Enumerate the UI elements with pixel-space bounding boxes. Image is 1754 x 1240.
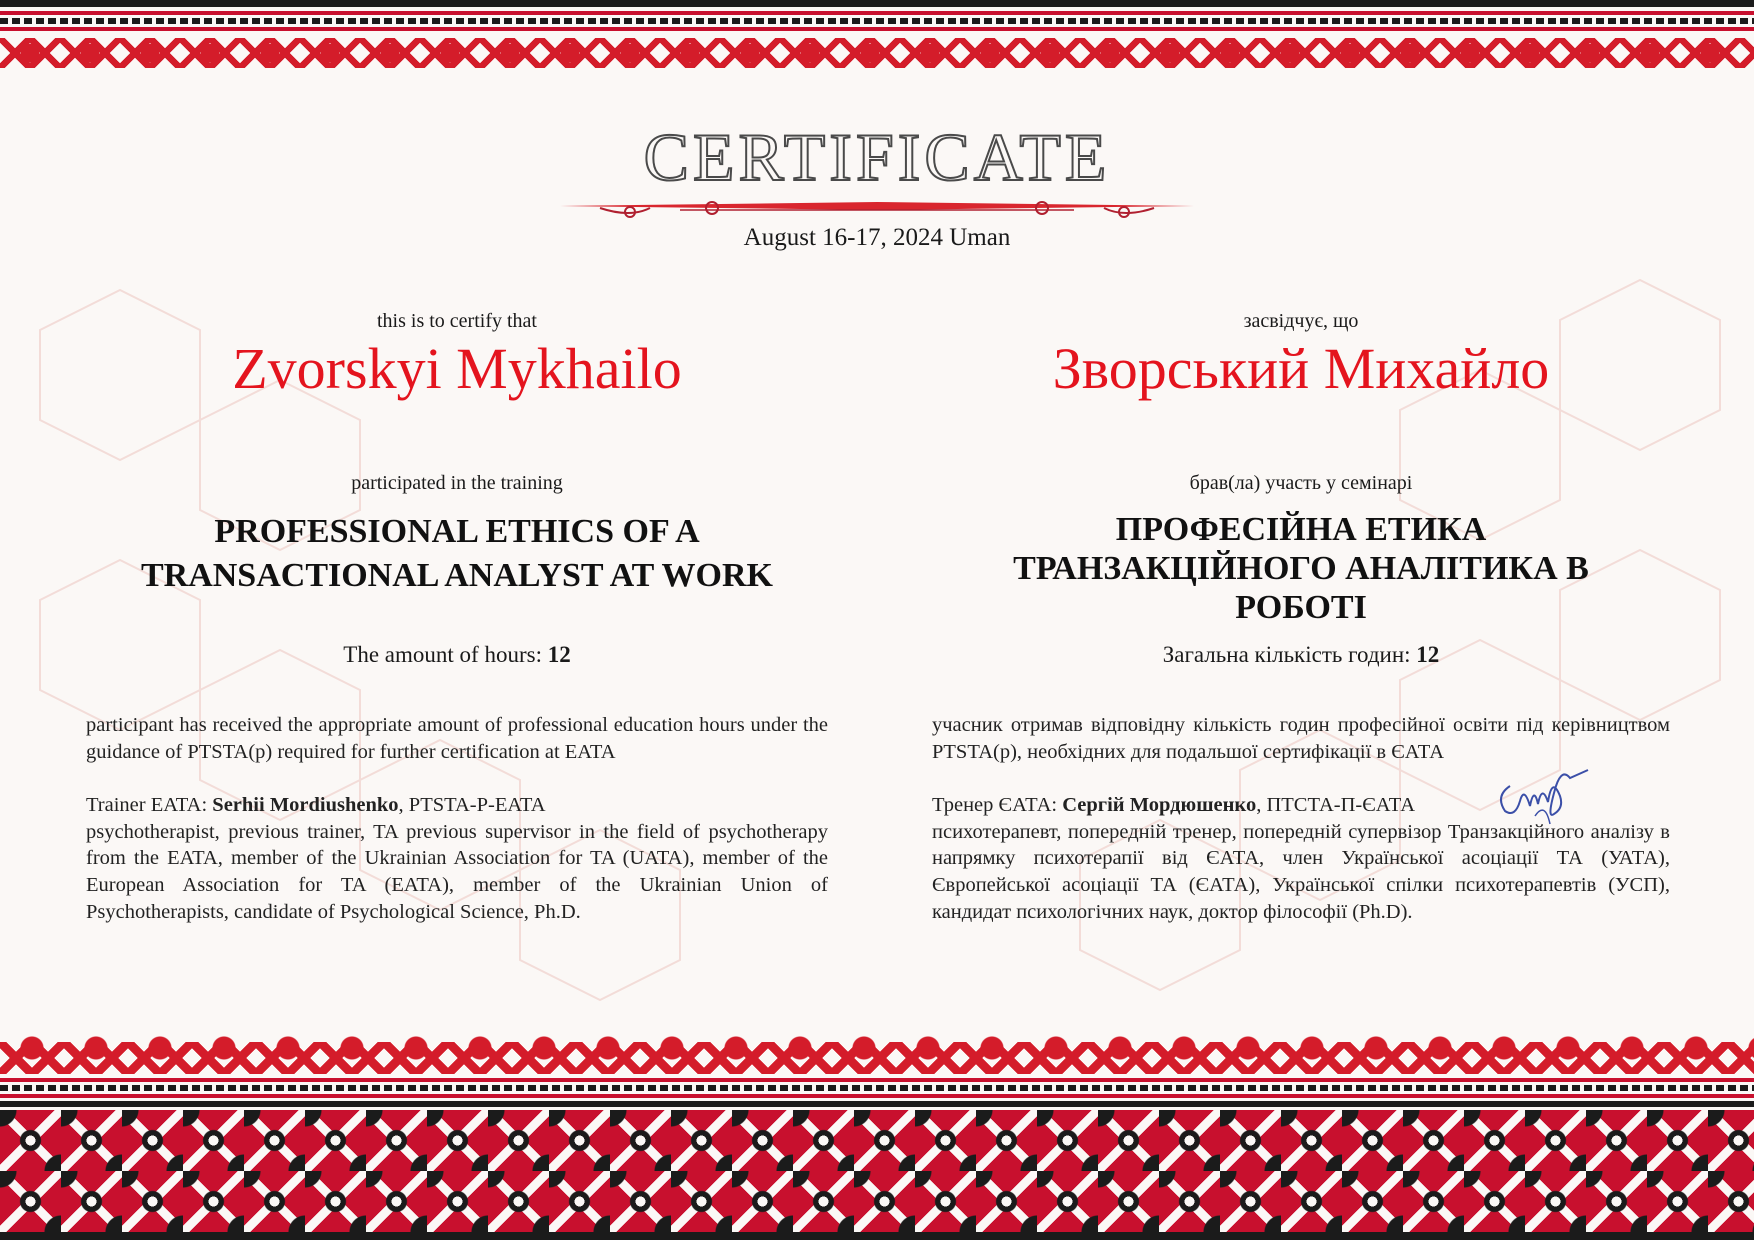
participated-label-en: participated in the training bbox=[351, 472, 563, 494]
hours-label: Загальна кількість годин: bbox=[1162, 642, 1417, 667]
trainer-bio-uk: психотерапевт, попередній тренер, попередній супервізор Транзакційного аналізу в напрямку психотерапії від ЄАТА, член Української асоціації ТА (УАТА), Європейської асоціації ТА (ЄАТА), Української спілки психотерапевтів (УСП), кандидат психологічних наук, доктор філософії (Ph.D). bbox=[932, 820, 1670, 923]
embroidery-pattern-band bbox=[0, 1110, 1754, 1232]
embroidery-motif-band bbox=[0, 1006, 1754, 1076]
course-title-uk bbox=[932, 510, 1670, 627]
embroidery-motif-band bbox=[0, 34, 1754, 98]
border-stripe bbox=[0, 1085, 1754, 1091]
trainer-name: Serhii Mordiushenko bbox=[212, 794, 399, 816]
trainer-label: Trainer EATA: bbox=[86, 794, 213, 816]
trainer-name: Сергій Мордюшенко bbox=[1062, 794, 1257, 816]
bottom-embroidery-border bbox=[0, 1000, 1754, 1240]
border-stripe bbox=[0, 1094, 1754, 1098]
ornamental-divider-icon bbox=[560, 196, 1194, 220]
top-embroidery-border bbox=[0, 0, 1754, 100]
course-title-line: ТРАНЗАКЦІЙНОГО АНАЛІТИКА В bbox=[1013, 550, 1589, 588]
border-stripe bbox=[0, 1101, 1754, 1107]
border-stripe bbox=[0, 18, 1754, 24]
participant-note-uk: учасник отримав відповідну кількість годин професійної освіти під керівництвом PTSTA(p), необхідних для подальшої сертифікації в ЄАТА bbox=[932, 714, 1670, 763]
course-title-line: TRANSACTIONAL ANALYST AT WORK bbox=[140, 556, 774, 594]
hours-uk bbox=[932, 642, 1670, 668]
hours-value: 12 bbox=[1416, 642, 1440, 667]
participant-name-en: Zvorskyi Mykhailo bbox=[232, 336, 682, 401]
trainer-title: , PTSTA-P-EATA bbox=[398, 794, 546, 816]
border-stripe bbox=[0, 1232, 1754, 1240]
trainer-label: Тренер ЄАТА: bbox=[932, 794, 1063, 816]
trainer-line bbox=[86, 792, 828, 819]
hours-en bbox=[86, 642, 828, 668]
trainer-block-en bbox=[86, 792, 828, 925]
border-stripe bbox=[0, 11, 1754, 15]
border-stripe bbox=[0, 27, 1754, 31]
event-date-place: August 16-17, 2024 Uman bbox=[743, 224, 1011, 251]
course-title-line: PROFESSIONAL ETHICS OF A bbox=[214, 513, 700, 550]
participated-label-uk: брав(ла) участь у семінарі bbox=[1189, 472, 1413, 494]
certificate-title: CERTIFICATE bbox=[643, 119, 1111, 195]
participant-note-en: participant has received the appropriate amount of professional education hours under the guidance of PTSTA(p) required for further certification at EATA bbox=[86, 714, 828, 763]
hours-label: The amount of hours: bbox=[343, 642, 548, 667]
participant-name-uk: Зворський Михайло bbox=[1052, 336, 1550, 401]
ukrainian-column bbox=[932, 310, 1670, 923]
handwritten-signature-icon bbox=[1490, 756, 1590, 826]
hours-value: 12 bbox=[547, 642, 571, 667]
course-title-line: РОБОТІ bbox=[1235, 589, 1367, 627]
course-title-en bbox=[86, 510, 828, 597]
border-stripe bbox=[0, 0, 1754, 7]
certify-lead-uk: засвідчує, що bbox=[1243, 310, 1359, 332]
trainer-bio-en: psychotherapist, previous trainer, TA previous supervisor in the field of psychotherapy from the EATA, member of the Ukrainian Association for TA (UATA), member of the European Association for TA (EATA), member of the Ukrainian Union of Psychotherapists, candidate of Psychological Science, Ph.D. bbox=[86, 820, 828, 923]
border-stripe bbox=[0, 1078, 1754, 1082]
english-column bbox=[86, 310, 828, 923]
certify-lead-en: this is to certify that bbox=[377, 310, 537, 332]
trainer-title: , ПТСТА-П-ЄАТА bbox=[1256, 794, 1416, 816]
course-title-line: ПРОФЕСІЙНА ЕТИКА bbox=[1115, 511, 1487, 548]
